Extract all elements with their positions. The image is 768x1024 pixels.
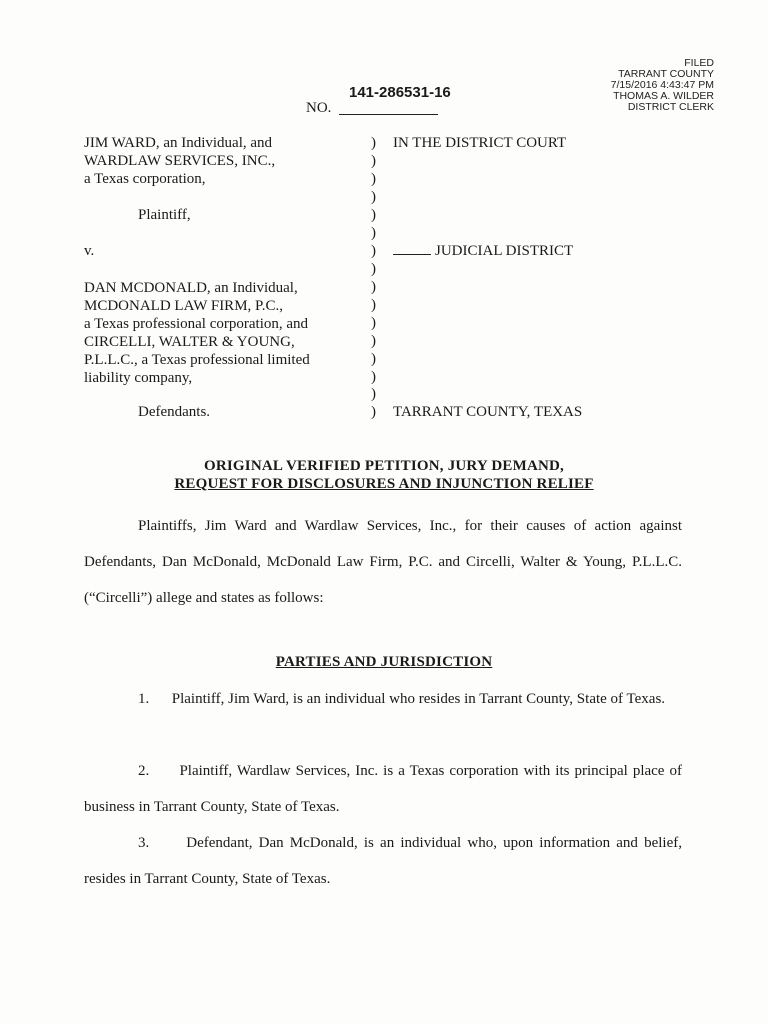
- paragraph-1-text: Plaintiff, Jim Ward, is an individual who resides in Tarrant County, State of Texas.: [171, 691, 666, 707]
- paragraph-2-number: 2.: [138, 763, 150, 779]
- plaintiff-line-2: WARDLAW SERVICES, INC.,: [84, 153, 276, 169]
- stamp-datetime: 7/15/2016 4:43:47 PM: [610, 79, 714, 91]
- case-no-label: NO.: [306, 100, 332, 116]
- defendant-line-4: CIRCELLI, WALTER & YOUNG,: [84, 334, 295, 350]
- defendant-line-5: P.L.L.C., a Texas professional limited: [84, 352, 310, 368]
- case-no-underline: [339, 114, 438, 115]
- filing-stamp: [611, 58, 714, 113]
- judicial-district-blank: [393, 242, 431, 255]
- county-label: TARRANT COUNTY, TEXAS: [393, 404, 583, 420]
- defendant-line-3: a Texas professional corporation, and: [84, 316, 309, 332]
- defendant-line-6: liability company,: [84, 370, 193, 386]
- defendant-line-2: MCDONALD LAW FIRM, P.C.,: [84, 298, 283, 314]
- plaintiff-label: Plaintiff,: [138, 207, 191, 223]
- paragraph-1: [84, 681, 682, 717]
- court-label: IN THE DISTRICT COURT: [393, 135, 567, 151]
- caption-parens: ) ) ) ) ) ) ) ) ) ) ) ) ) ): [371, 135, 376, 385]
- paragraph-2-text: Plaintiff, Wardlaw Services, Inc. is a Texas corporation with its principal place of business in Tarrant County, State of Texas.: [84, 763, 682, 815]
- caption-parens-lower: ) ): [371, 386, 376, 420]
- defendant-line-1: DAN MCDONALD, an Individual,: [84, 280, 298, 296]
- paragraph-3-text: Defendant, Dan McDonald, is an individual who, upon information and belief, resides in Tarrant County, State of Texas.: [84, 835, 683, 887]
- stamp-clerk: THOMAS A. WILDER: [613, 90, 714, 102]
- judicial-district-label: JUDICIAL DISTRICT: [393, 242, 573, 260]
- versus-label: v.: [84, 243, 95, 259]
- plaintiff-line-3: a Texas corporation,: [84, 171, 206, 187]
- stamp-county: TARRANT COUNTY: [618, 68, 714, 80]
- paragraph-3: [84, 825, 682, 897]
- paragraph-3-number: 3.: [138, 835, 150, 851]
- petition-title-line-1: ORIGINAL VERIFIED PETITION, JURY DEMAND,: [203, 458, 565, 474]
- paragraph-1-number: 1.: [138, 691, 150, 707]
- stamp-clerk-title: DISTRICT CLERK: [627, 101, 714, 113]
- petition-title-line-2: REQUEST FOR DISCLOSURES AND INJUNCTION RELIEF: [174, 476, 594, 492]
- plaintiff-line-1: JIM WARD, an Individual, and: [84, 135, 273, 151]
- case-number: 141-286531-16: [349, 84, 451, 101]
- paragraph-2: [84, 753, 682, 825]
- intro-paragraph: Plaintiffs, Jim Ward and Wardlaw Services, Inc., for their causes of action against Defendants, Dan McDonald, McDonald Law Firm, P.C. and Circelli, Walter & Young, P.L.L.C. (“Circelli”) allege and states as follows:: [84, 518, 682, 606]
- section-heading: PARTIES AND JURISDICTION: [275, 654, 493, 670]
- stamp-status: FILED: [684, 57, 714, 69]
- defendant-label: Defendants.: [138, 404, 211, 420]
